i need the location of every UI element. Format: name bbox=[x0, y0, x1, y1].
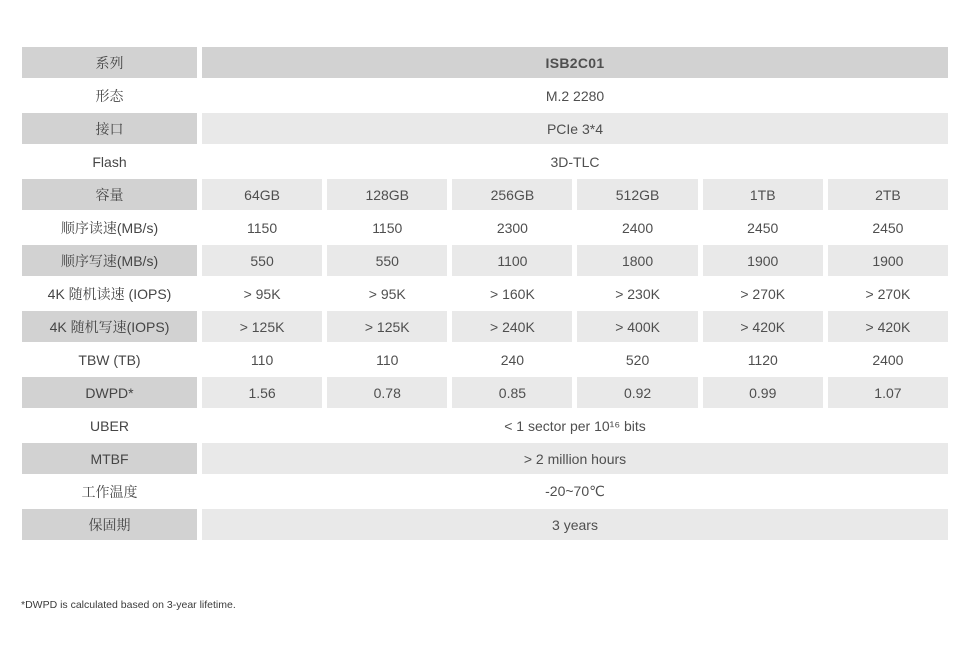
table-row-seq-read bbox=[22, 212, 948, 243]
seq-read-cell: 2450 bbox=[747, 219, 779, 236]
seq-write-cell: 1900 bbox=[703, 245, 823, 276]
row-label-tbw: TBW (TB) bbox=[78, 351, 141, 368]
row-label-flash: Flash bbox=[92, 153, 127, 170]
rand-read-cell: > 230K bbox=[615, 285, 660, 302]
tbw-cell: 2400 bbox=[872, 351, 904, 368]
dwpd-cell: 0.99 bbox=[703, 377, 823, 408]
rand-read-cell: > 270K bbox=[865, 285, 911, 302]
seq-write-cell: 550 bbox=[202, 245, 322, 276]
row-value-form-factor: M.2 2280 bbox=[545, 87, 605, 104]
table-row-operating-temp bbox=[22, 476, 948, 507]
seq-read-cell: 2400 bbox=[621, 219, 654, 236]
rand-write-cell: > 125K bbox=[202, 311, 322, 342]
table-row-interface bbox=[22, 113, 948, 144]
capacity-cell: 2TB bbox=[828, 179, 948, 210]
row-label-seq-write: 顺序写速(MB/s) bbox=[22, 245, 197, 276]
row-label-interface: 接口 bbox=[22, 113, 197, 144]
rand-read-cell: > 95K bbox=[368, 285, 406, 302]
seq-read-cell: 2450 bbox=[872, 219, 904, 236]
tbw-cell: 240 bbox=[500, 351, 525, 368]
dwpd-cell: 0.78 bbox=[327, 377, 447, 408]
seq-write-cell: 1900 bbox=[828, 245, 948, 276]
rand-read-cell: > 160K bbox=[490, 285, 535, 302]
capacity-cell: 256GB bbox=[452, 179, 572, 210]
row-label-mtbf: MTBF bbox=[22, 443, 197, 474]
rand-read-cell: > 270K bbox=[740, 285, 786, 302]
row-label-rand-write: 4K 随机写速(IOPS) bbox=[22, 311, 197, 342]
row-value-flash: 3D-TLC bbox=[550, 153, 600, 170]
row-label-warranty: 保固期 bbox=[22, 509, 197, 540]
rand-read-cell: > 95K bbox=[243, 285, 281, 302]
rand-write-cell: > 400K bbox=[577, 311, 697, 342]
tbw-cell: 110 bbox=[376, 351, 399, 368]
capacity-cell: 1TB bbox=[703, 179, 823, 210]
tbw-cell: 1120 bbox=[747, 351, 778, 368]
row-label-capacity: 容量 bbox=[22, 179, 197, 210]
rand-write-cell: > 125K bbox=[327, 311, 447, 342]
capacity-cell: 512GB bbox=[577, 179, 697, 210]
row-label-rand-read: 4K 随机读速 (IOPS) bbox=[47, 285, 172, 302]
seq-read-cell: 2300 bbox=[496, 219, 528, 236]
table-row-series bbox=[22, 47, 948, 78]
row-value-warranty: 3 years bbox=[202, 509, 948, 540]
rand-write-cell: > 420K bbox=[703, 311, 823, 342]
table-row-seq-write bbox=[22, 245, 948, 276]
row-value-series: ISB2C01 bbox=[202, 47, 948, 78]
row-label-uber: UBER bbox=[90, 417, 129, 434]
dwpd-cell: 0.92 bbox=[577, 377, 697, 408]
table-row-flash bbox=[22, 146, 948, 177]
row-label-form-factor: 形态 bbox=[95, 87, 124, 104]
row-value-mtbf: > 2 million hours bbox=[202, 443, 948, 474]
table-row-uber bbox=[22, 410, 948, 441]
tbw-cell: 110 bbox=[250, 351, 274, 368]
capacity-cell: 64GB bbox=[202, 179, 322, 210]
capacity-cell: 128GB bbox=[327, 179, 447, 210]
row-label-operating-temp: 工作温度 bbox=[81, 483, 138, 500]
table-row-form-factor bbox=[22, 80, 948, 111]
row-value-interface: PCIe 3*4 bbox=[202, 113, 948, 144]
table-row-rand-read bbox=[22, 278, 948, 309]
table-row-mtbf bbox=[22, 443, 948, 474]
rand-write-cell: > 240K bbox=[452, 311, 572, 342]
dwpd-cell: 1.07 bbox=[828, 377, 948, 408]
tbw-cell: 520 bbox=[625, 351, 650, 368]
seq-write-cell: 1800 bbox=[577, 245, 697, 276]
row-value-operating-temp: -20~70℃ bbox=[545, 483, 605, 499]
dwpd-cell: 0.85 bbox=[452, 377, 572, 408]
row-label-seq-read: 顺序读速(MB/s) bbox=[60, 219, 159, 236]
seq-read-cell: 1150 bbox=[372, 219, 403, 236]
table-row-dwpd bbox=[22, 377, 948, 408]
seq-read-cell: 1150 bbox=[247, 219, 278, 236]
spec-table bbox=[22, 47, 948, 542]
row-value-uber: < 1 sector per 10¹⁶ bits bbox=[504, 417, 646, 434]
row-label-dwpd: DWPD* bbox=[22, 377, 197, 408]
row-label-series: 系列 bbox=[22, 47, 197, 78]
table-row-warranty bbox=[22, 509, 948, 540]
seq-write-cell: 550 bbox=[327, 245, 447, 276]
seq-write-cell: 1100 bbox=[452, 245, 572, 276]
dwpd-footnote: *DWPD is calculated based on 3-year lifetime. bbox=[21, 599, 236, 611]
table-row-tbw bbox=[22, 344, 948, 375]
dwpd-cell: 1.56 bbox=[202, 377, 322, 408]
rand-write-cell: > 420K bbox=[828, 311, 948, 342]
table-row-capacity bbox=[22, 179, 948, 210]
table-row-rand-write bbox=[22, 311, 948, 342]
